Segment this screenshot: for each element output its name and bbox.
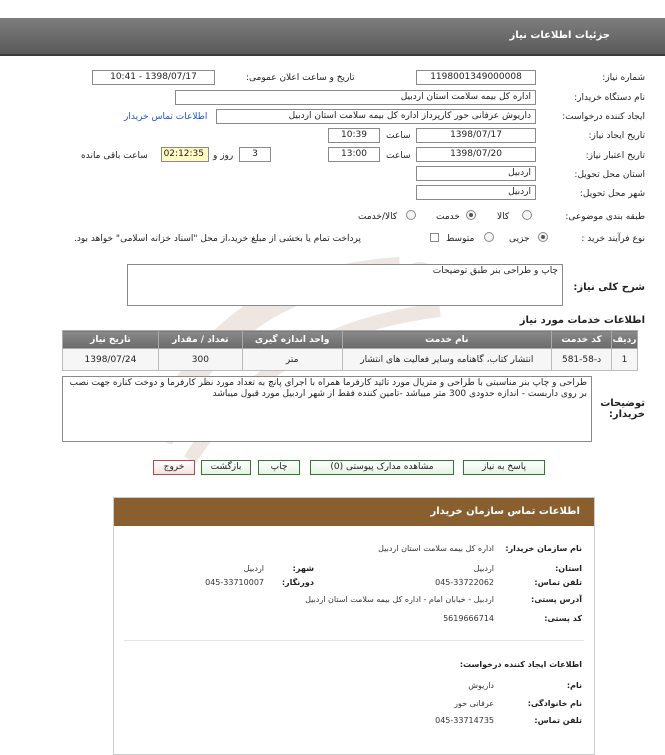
cell-date: 1398/07/24 (63, 349, 159, 371)
exit-button[interactable]: خروج (153, 460, 195, 475)
province-value: اردبیل (473, 564, 494, 573)
deadline-date-field[interactable]: 1398/07/20 (416, 147, 536, 162)
print-button[interactable]: چاپ (258, 460, 300, 475)
table-row (63, 349, 638, 371)
family-label: نام خانوادگی: (527, 699, 582, 708)
org-value: اداره کل بیمه سلامت استان اردبیل (378, 544, 494, 553)
province-label: استان: (555, 564, 582, 573)
name-label: نام: (566, 681, 582, 690)
creator-field[interactable]: داریوش عرفانی حور کارپرداز اداره کل بیمه سلامت استان اردبیل (216, 109, 536, 124)
attachments-button[interactable]: مشاهده مدارک پیوستی (0) (310, 460, 454, 475)
days-label: روز و (213, 151, 234, 161)
col-qty: تعداد / مقدار (158, 331, 242, 349)
treasury-checkbox[interactable] (430, 233, 439, 242)
process-label: نوع فرآیند خرید : (581, 234, 645, 244)
family-value: عرفانی حور (454, 699, 494, 708)
category-radio-both[interactable] (406, 210, 416, 220)
phone-label: تلفن تماس: (534, 578, 582, 587)
process-radio-medium[interactable] (484, 232, 494, 242)
creator-section-title: اطلاعات ایجاد کننده درخواست: (459, 660, 582, 669)
reply-button[interactable]: پاسخ به نیاز (463, 460, 545, 475)
contact-panel (113, 497, 595, 755)
buyer-org-field[interactable]: اداره کل بیمه سلامت استان اردبیل (175, 90, 536, 105)
cell-qty: 300 (158, 349, 242, 371)
days-field[interactable]: 3 (239, 147, 271, 162)
fax-label: دورنگار: (281, 578, 314, 587)
city-label: شهر محل تحویل: (579, 189, 645, 199)
deadline-time-field[interactable]: 13:00 (328, 147, 380, 162)
need-number-label: شماره نیاز: (602, 73, 645, 83)
created-date-field[interactable]: 1398/07/17 (416, 128, 536, 143)
services-table (62, 330, 638, 371)
address-value: اردبیل - خیابان امام - اداره کل بیمه سلامت استان اردبیل (305, 595, 494, 604)
city-field[interactable]: اردبیل (416, 185, 536, 200)
buyer-notes-label: توضیحات خریدار: (600, 398, 645, 420)
process-option-medium: متوسط (446, 234, 475, 244)
category-radio-service[interactable] (466, 210, 476, 220)
category-option-both: کالا/خدمت (358, 212, 398, 222)
page-header (0, 18, 665, 56)
cell-code: د-58-581 (552, 349, 612, 371)
cell-name: انتشار کتاب، گاهنامه وسایر فعالیت های انتشار (342, 349, 552, 371)
phone-value: 045-33722062 (435, 578, 494, 587)
creator-label: ایجاد کننده درخواست: (562, 112, 645, 122)
province-field[interactable]: اردبیل (416, 166, 536, 181)
created-date-label: تاریخ ایجاد نیاز: (588, 131, 645, 141)
buyer-contact-link[interactable]: اطلاعات تماس خریدار (124, 112, 208, 122)
creator-phone-label: تلفن تماس: (534, 716, 582, 725)
category-radio-goods[interactable] (522, 210, 532, 220)
postal-value: 5619666714 (443, 614, 494, 623)
category-label: طبقه بندی موضوعی: (565, 212, 645, 222)
col-row: ردیف (612, 331, 638, 349)
cell-unit: متر (242, 349, 342, 371)
address-label: آدرس پستی: (531, 595, 582, 604)
process-option-minor: جزیی (509, 234, 530, 244)
remaining-time-field[interactable]: 02:12:35 (161, 147, 209, 162)
announce-label: تاریخ و ساعت اعلان عمومی: (246, 73, 355, 83)
deadline-label: تاریخ اعتبار نیاز: (585, 151, 645, 161)
buyer-notes-field[interactable]: طراحی و چاپ بنر مناسبتی با طراحی و متریال مورد تائید کارفرما همراه با اجرای پانچ به تعداد مورد نظر کارفرما و دوخت کناره جهت نصب بر روی داربست - اندازه حدودی 300 متر میباشد -تامین کننده فقط از شهر اردبیل مورد قبول میباشد (62, 376, 592, 442)
created-time-field[interactable]: 10:39 (328, 128, 380, 143)
description-label: شرح کلی نیاز: (573, 282, 645, 293)
fax-value: 045-33710007 (205, 578, 264, 587)
postal-label: کد پستی: (544, 614, 582, 623)
description-field[interactable]: چاپ و طراحی بنر طبق توضیحات (127, 264, 563, 306)
name-value: داریوش (468, 681, 494, 690)
contact-panel-title: اطلاعات تماس سازمان خریدار (114, 498, 594, 526)
payment-note: پرداخت تمام یا بخشی از مبلغ خرید،از محل "اسناد خزانه اسلامی" خواهد بود. (74, 234, 362, 244)
deadline-time-label: ساعت (386, 151, 411, 161)
org-label: نام سازمان خریدار: (505, 544, 582, 553)
buyer-org-label: نام دستگاه خریدار: (574, 93, 645, 103)
category-option-service: خدمت (436, 212, 460, 222)
col-code: کد خدمت (552, 331, 612, 349)
city-label: شهر: (292, 564, 314, 573)
announce-field[interactable]: 1398/07/17 - 10:41 (92, 70, 215, 85)
need-number-field[interactable]: 1198001349000008 (416, 70, 536, 85)
process-radio-minor[interactable] (538, 232, 548, 242)
category-option-goods: کالا (497, 212, 510, 222)
page-title: جزئیات اطلاعات نیاز (509, 30, 610, 41)
creator-phone-value: 045-33714735 (435, 716, 494, 725)
col-unit: واحد اندازه گیری (242, 331, 342, 349)
divider (124, 640, 584, 641)
col-name: نام خدمت (342, 331, 552, 349)
province-label: استان محل تحویل: (574, 170, 645, 180)
col-date: تاریخ نیاز (63, 331, 159, 349)
services-section-title: اطلاعات خدمات مورد نیاز (519, 315, 645, 326)
remaining-label: ساعت باقی مانده (81, 151, 148, 161)
city-value: اردبیل (243, 564, 264, 573)
back-button[interactable]: بازگشت (201, 460, 251, 475)
cell-row: 1 (612, 349, 638, 371)
created-time-label: ساعت (386, 131, 411, 141)
